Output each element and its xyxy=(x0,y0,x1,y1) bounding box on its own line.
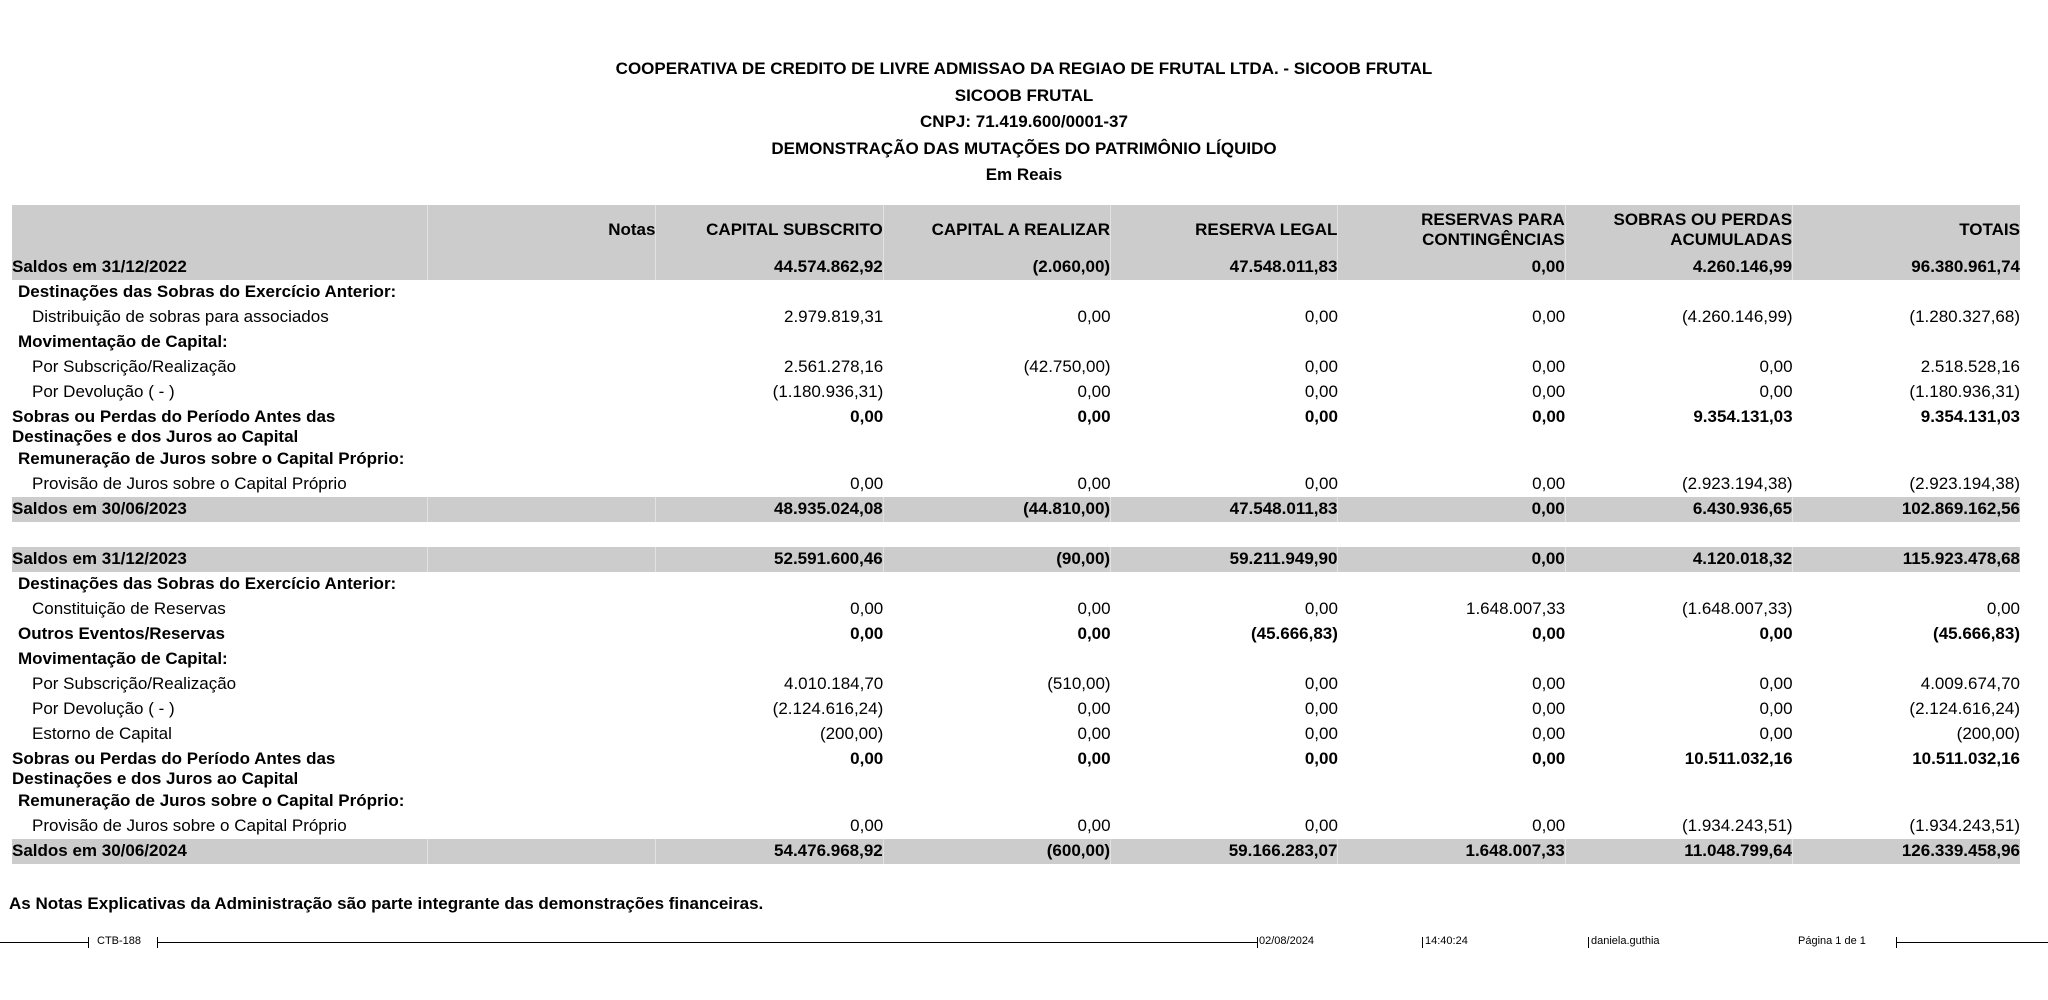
cell-value xyxy=(428,280,656,305)
currency-note: Em Reais xyxy=(985,165,1063,184)
cell-value: 0,00 xyxy=(1532,724,1566,743)
cell-value: (4.260.146,99) xyxy=(1681,307,1793,326)
cell-value xyxy=(428,647,656,672)
equity-changes-table xyxy=(12,205,2020,864)
cell-value: 2.518.528,16 xyxy=(1920,357,2020,376)
cell-value: 2.561.278,16 xyxy=(784,357,884,376)
cell-value xyxy=(1338,647,1565,672)
cell-value xyxy=(1793,447,2020,472)
balance-row xyxy=(12,547,2020,572)
cell-value: 1.648.007,33 xyxy=(1338,839,1565,864)
row-label: Remuneração de Juros sobre o Capital Próprio: xyxy=(18,449,405,468)
cell-value: 0,00 xyxy=(850,599,884,618)
cell-value: 0,00 xyxy=(1304,816,1338,835)
column-header-reservas-contingencias: RESERVAS PARA CONTINGÊNCIAS xyxy=(1338,205,1565,255)
cell-value: 0,00 xyxy=(1077,307,1111,326)
cell-value: 0,00 xyxy=(1077,407,1111,426)
cell-value: 0,00 xyxy=(850,816,884,835)
cell-value: 4.010.184,70 xyxy=(784,674,884,693)
cell-value xyxy=(1338,280,1565,305)
cell-value: 0,00 xyxy=(1077,382,1111,401)
cell-value: (1.934.243,51) xyxy=(1681,816,1793,835)
cell-value: 2.979.819,31 xyxy=(784,307,884,326)
cell-value: 0,00 xyxy=(1304,474,1338,493)
cell-value xyxy=(428,497,656,522)
row-label: Outros Eventos/Reservas xyxy=(18,624,225,643)
cell-value xyxy=(428,672,656,697)
company-cnpj: CNPJ: 71.419.600/0001-37 xyxy=(920,112,1128,131)
cell-value xyxy=(656,447,883,472)
footer-time: 14:40:24 xyxy=(1425,935,1468,947)
cell-value xyxy=(656,280,883,305)
cell-value xyxy=(1565,330,1792,355)
cell-value: 9.354.131,03 xyxy=(1693,407,1793,426)
cell-value: 0,00 xyxy=(1338,497,1565,522)
cell-value xyxy=(656,330,883,355)
cell-value: 0,00 xyxy=(1304,724,1338,743)
cell-value: 0,00 xyxy=(1304,674,1338,693)
cell-value: 0,00 xyxy=(1532,357,1566,376)
balance-row xyxy=(12,839,2020,864)
cell-value: 0,00 xyxy=(1532,674,1566,693)
cell-value xyxy=(1111,572,1338,597)
cell-value xyxy=(1338,447,1565,472)
cell-value: 10.511.032,16 xyxy=(1912,749,2020,768)
cell-value xyxy=(656,572,883,597)
footer-rule xyxy=(157,942,1257,943)
cell-value: (600,00) xyxy=(883,839,1110,864)
cell-value xyxy=(428,722,656,747)
cell-value xyxy=(883,647,1110,672)
cell-value: 0,00 xyxy=(1077,624,1111,643)
report-header xyxy=(0,56,2048,189)
cell-value: 96.380.961,74 xyxy=(1793,255,2020,280)
balance-row xyxy=(12,255,2020,280)
table-row xyxy=(12,405,2020,447)
cell-value: (1.934.243,51) xyxy=(1909,816,2020,835)
cell-value: 0,00 xyxy=(1532,816,1566,835)
footer-tick xyxy=(88,937,89,948)
cell-value xyxy=(1111,330,1338,355)
row-label: Por Devolução ( - ) xyxy=(32,699,175,718)
table-header-row xyxy=(12,205,2020,255)
table-row xyxy=(12,355,2020,380)
cell-value: 47.548.011,83 xyxy=(1111,497,1338,522)
row-label: Movimentação de Capital: xyxy=(18,332,228,351)
cell-value: 0,00 xyxy=(1077,816,1111,835)
row-label: Por Subscrição/Realização xyxy=(32,357,237,376)
cell-value: 0,00 xyxy=(1304,749,1338,768)
cell-value xyxy=(428,839,656,864)
cell-value: 44.574.862,92 xyxy=(656,255,883,280)
footer-page: Página 1 de 1 xyxy=(1798,935,1866,947)
cell-value: 0,00 xyxy=(1759,674,1793,693)
cell-value xyxy=(1111,447,1338,472)
cell-value: 4.120.018,32 xyxy=(1565,547,1792,572)
cell-value: 0,00 xyxy=(1759,699,1793,718)
cell-value: 0,00 xyxy=(1077,599,1111,618)
footer-report-code: CTB-188 xyxy=(97,935,142,947)
column-header-capital-subscrito: CAPITAL SUBSCRITO xyxy=(656,205,883,255)
cell-value xyxy=(883,789,1110,814)
footer-rule xyxy=(1896,942,2048,943)
footer-tick xyxy=(1588,937,1589,948)
cell-value xyxy=(1338,330,1565,355)
footer-tick xyxy=(1257,937,1258,948)
cell-value xyxy=(1565,647,1792,672)
company-short-name: SICOOB FRUTAL xyxy=(954,85,1094,105)
spacer-cell xyxy=(12,522,2020,547)
cell-value xyxy=(428,380,656,405)
page-footer xyxy=(0,933,2048,953)
column-header-capital-a-realizar: CAPITAL A REALIZAR xyxy=(883,205,1110,255)
cell-value: (2.124.616,24) xyxy=(1909,699,2020,718)
table-row xyxy=(12,280,2020,305)
cell-value: (200,00) xyxy=(1956,724,2020,743)
cell-value: (2.923.194,38) xyxy=(1909,474,2020,493)
cell-value: 0,00 xyxy=(1304,599,1338,618)
cell-value: 0,00 xyxy=(1532,624,1566,643)
cell-value: (2.060,00) xyxy=(883,255,1110,280)
footer-tick xyxy=(1422,937,1423,948)
table-row xyxy=(12,622,2020,647)
cell-value xyxy=(428,472,656,497)
cell-value xyxy=(1111,280,1338,305)
table-row xyxy=(12,472,2020,497)
balance-row xyxy=(12,497,2020,522)
row-label xyxy=(12,747,428,789)
row-label: Destinações das Sobras do Exercício Anterior: xyxy=(18,574,397,593)
table-row xyxy=(12,330,2020,355)
row-label: Saldos em 31/12/2022 xyxy=(12,255,428,280)
cell-value: 115.923.478,68 xyxy=(1793,547,2020,572)
cell-value xyxy=(1793,789,2020,814)
cell-value: (1.280.327,68) xyxy=(1909,307,2020,326)
table-row xyxy=(12,672,2020,697)
table-row xyxy=(12,447,2020,472)
cell-value: 4.260.146,99 xyxy=(1565,255,1792,280)
cell-value: 0,00 xyxy=(1077,724,1111,743)
cell-value: 1.648.007,33 xyxy=(1465,599,1566,618)
cell-value: (45.666,83) xyxy=(1250,624,1338,643)
table-row xyxy=(12,597,2020,622)
cell-value: 0,00 xyxy=(1338,547,1565,572)
cell-value: 0,00 xyxy=(1759,724,1793,743)
cell-value xyxy=(1793,647,2020,672)
cell-value: 0,00 xyxy=(850,749,884,768)
cell-value xyxy=(1338,572,1565,597)
cell-value xyxy=(1565,280,1792,305)
row-label: Constituição de Reservas xyxy=(32,599,226,618)
cell-value: 48.935.024,08 xyxy=(656,497,883,522)
row-label: Distribuição de sobras para associados xyxy=(32,307,329,326)
table-row xyxy=(12,572,2020,597)
cell-value: 126.339.458,96 xyxy=(1793,839,2020,864)
row-label xyxy=(12,405,428,447)
cell-value: (44.810,00) xyxy=(883,497,1110,522)
cell-value xyxy=(883,330,1110,355)
cell-value: 52.591.600,46 xyxy=(656,547,883,572)
cell-value: (42.750,00) xyxy=(1023,357,1111,376)
table-row xyxy=(12,305,2020,330)
cell-value xyxy=(883,447,1110,472)
cell-value: 0,00 xyxy=(1338,255,1565,280)
table-row xyxy=(12,722,2020,747)
cell-value: 0,00 xyxy=(1304,382,1338,401)
cell-value xyxy=(1565,789,1792,814)
cell-value: 54.476.968,92 xyxy=(656,839,883,864)
cell-value: 0,00 xyxy=(1986,599,2020,618)
cell-value xyxy=(1111,647,1338,672)
row-label: Saldos em 30/06/2023 xyxy=(12,497,428,522)
cell-value: 11.048.799,64 xyxy=(1565,839,1792,864)
row-label: Saldos em 30/06/2024 xyxy=(12,839,428,864)
column-header-totais: TOTAIS xyxy=(1793,205,2020,255)
cell-value: 0,00 xyxy=(1759,382,1793,401)
cell-value xyxy=(428,622,656,647)
cell-value: 0,00 xyxy=(1304,407,1338,426)
cell-value: (200,00) xyxy=(819,724,884,743)
cell-value xyxy=(428,572,656,597)
report-title: DEMONSTRAÇÃO DAS MUTAÇÕES DO PATRIMÔNIO LÍQUIDO xyxy=(771,138,1277,158)
row-label: Estorno de Capital xyxy=(32,724,172,743)
cell-value: 0,00 xyxy=(1077,474,1111,493)
cell-value: 102.869.162,56 xyxy=(1793,497,2020,522)
row-label-line: Sobras ou Perdas do Período Antes das xyxy=(12,407,336,426)
cell-value xyxy=(428,305,656,330)
row-label: Provisão de Juros sobre o Capital Próprio xyxy=(32,474,347,493)
column-header-sobras-perdas: SOBRAS OU PERDAS ACUMULADAS xyxy=(1565,205,1792,255)
cell-value: 10.511.032,16 xyxy=(1684,749,1793,768)
cell-value: 0,00 xyxy=(850,624,884,643)
cell-value xyxy=(428,255,656,280)
footer-rule xyxy=(0,942,88,943)
cell-value: 0,00 xyxy=(1759,357,1793,376)
cell-value xyxy=(1793,280,2020,305)
cell-value: (2.923.194,38) xyxy=(1681,474,1793,493)
table-row xyxy=(12,747,2020,789)
cell-value: 0,00 xyxy=(1532,382,1566,401)
cell-value xyxy=(1565,447,1792,472)
cell-value xyxy=(1793,330,2020,355)
cell-value: 0,00 xyxy=(1532,699,1566,718)
row-label: Provisão de Juros sobre o Capital Próprio xyxy=(32,816,347,835)
spacer-row xyxy=(12,522,2020,547)
cell-value xyxy=(1111,789,1338,814)
row-label-line: Destinações e dos Juros ao Capital xyxy=(12,427,299,446)
cell-value xyxy=(1793,572,2020,597)
cell-value: 0,00 xyxy=(1304,699,1338,718)
table-row xyxy=(12,697,2020,722)
row-label: Destinações das Sobras do Exercício Anterior: xyxy=(18,282,397,301)
cell-value: 59.166.283,07 xyxy=(1111,839,1338,864)
footnote: As Notas Explicativas da Administração são parte integrante das demonstrações financeiras. xyxy=(9,894,764,913)
table-row xyxy=(12,789,2020,814)
cell-value: 6.430.936,65 xyxy=(1565,497,1792,522)
footer-date: 02/08/2024 xyxy=(1259,935,1315,947)
row-label: Por Subscrição/Realização xyxy=(32,674,237,693)
cell-value xyxy=(1565,572,1792,597)
cell-value: 0,00 xyxy=(850,407,884,426)
cell-value: (2.124.616,24) xyxy=(772,699,884,718)
cell-value xyxy=(883,280,1110,305)
table-row xyxy=(12,647,2020,672)
cell-value xyxy=(428,447,656,472)
cell-value xyxy=(428,597,656,622)
row-label: Por Devolução ( - ) xyxy=(32,382,175,401)
cell-value: 0,00 xyxy=(1759,624,1793,643)
row-label: Movimentação de Capital: xyxy=(18,649,228,668)
cell-value xyxy=(428,697,656,722)
cell-value: 59.211.949,90 xyxy=(1111,547,1338,572)
cell-value: (1.648.007,33) xyxy=(1681,599,1793,618)
row-label-line: Sobras ou Perdas do Período Antes das xyxy=(12,749,336,768)
cell-value xyxy=(883,572,1110,597)
cell-value: (1.180.936,31) xyxy=(772,382,884,401)
column-header-reserva-legal: RESERVA LEGAL xyxy=(1111,205,1338,255)
row-label-line: Destinações e dos Juros ao Capital xyxy=(12,769,299,788)
cell-value xyxy=(428,814,656,839)
cell-value: 0,00 xyxy=(1077,749,1111,768)
table-row xyxy=(12,814,2020,839)
cell-value xyxy=(656,647,883,672)
cell-value: 9.354.131,03 xyxy=(1920,407,2020,426)
cell-value xyxy=(428,747,656,789)
cell-value xyxy=(656,789,883,814)
company-name: COOPERATIVA DE CREDITO DE LIVRE ADMISSAO DA REGIAO DE FRUTAL LTDA. - SICOOB FRUTAL xyxy=(615,59,1433,78)
column-header-description xyxy=(12,205,428,255)
cell-value: 0,00 xyxy=(1304,357,1338,376)
cell-value: 0,00 xyxy=(1532,307,1566,326)
cell-value: 47.548.011,83 xyxy=(1111,255,1338,280)
cell-value xyxy=(428,405,656,447)
cell-value xyxy=(428,330,656,355)
cell-value: (510,00) xyxy=(1047,674,1111,693)
cell-value xyxy=(428,547,656,572)
footer-user: daniela.guthia xyxy=(1591,935,1660,947)
cell-value: 0,00 xyxy=(1532,749,1566,768)
cell-value: 0,00 xyxy=(1077,699,1111,718)
cell-value xyxy=(1338,789,1565,814)
cell-value: (90,00) xyxy=(883,547,1110,572)
cell-value xyxy=(428,789,656,814)
cell-value: 0,00 xyxy=(1304,307,1338,326)
row-label: Saldos em 31/12/2023 xyxy=(12,547,428,572)
cell-value xyxy=(428,355,656,380)
cell-value: 0,00 xyxy=(1532,407,1566,426)
column-header-notas: Notas xyxy=(428,205,656,255)
cell-value: 4.009.674,70 xyxy=(1920,674,2020,693)
row-label: Remuneração de Juros sobre o Capital Próprio: xyxy=(18,791,405,810)
cell-value: (1.180.936,31) xyxy=(1909,382,2020,401)
cell-value: 0,00 xyxy=(1532,474,1566,493)
cell-value: 0,00 xyxy=(850,474,884,493)
table-row xyxy=(12,380,2020,405)
cell-value: (45.666,83) xyxy=(1933,624,2020,643)
